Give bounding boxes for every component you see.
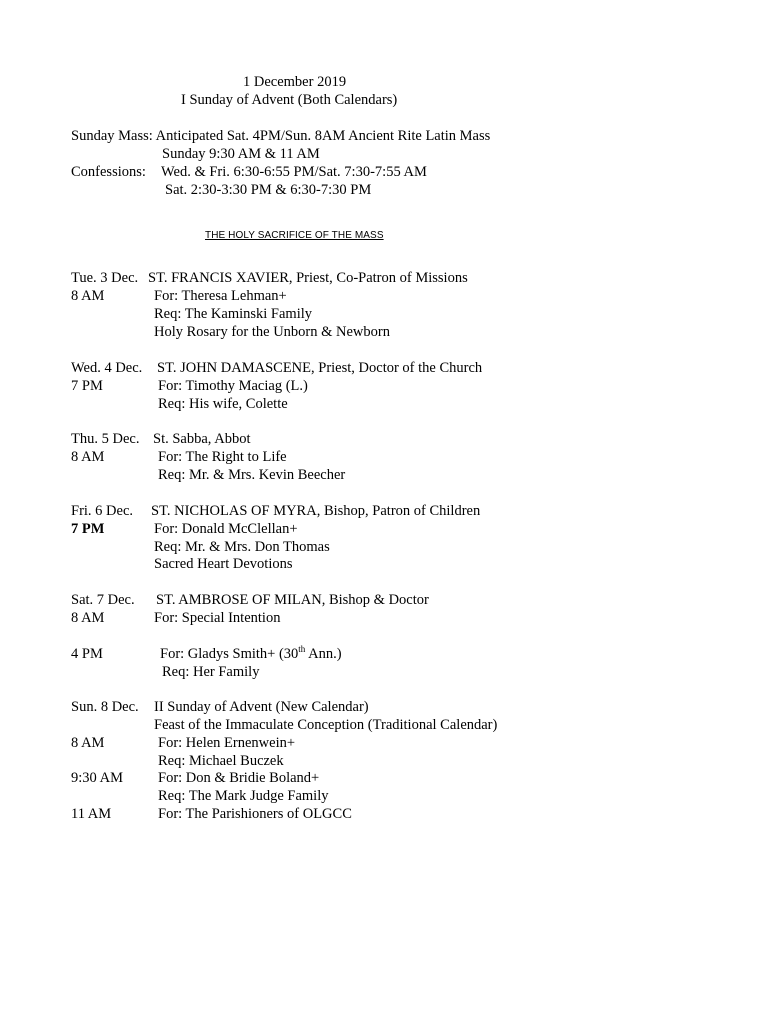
- sunday-mass-line: Sunday Mass: Anticipated Sat. 4PM/Sun. 8AM Ancient Rite Latin Mass: [71, 128, 491, 144]
- mass-time-wed: 7 PM: [71, 378, 103, 394]
- intention-for-fri: For: Donald McClellan+: [154, 521, 298, 537]
- mass-time-sun-2: 9:30 AM: [71, 770, 123, 786]
- intention-for-sat-2: [160, 645, 342, 663]
- document-occasion: I Sunday of Advent (Both Calendars): [181, 92, 398, 108]
- day-label-wed: Wed. 4 Dec.: [71, 360, 143, 376]
- feast-sat: ST. AMBROSE OF MILAN, Bishop & Doctor: [156, 592, 429, 608]
- extra-tue: Holy Rosary for the Unborn & Newborn: [154, 324, 390, 340]
- intention-for-sun-2: For: Don & Bridie Boland+: [158, 770, 320, 786]
- confessions-line-2: Sat. 2:30-3:30 PM & 6:30-7:30 PM: [165, 182, 372, 198]
- feast-tue: ST. FRANCIS XAVIER, Priest, Co-Patron of Missions: [148, 270, 468, 286]
- intention-req-wed: Req: His wife, Colette: [158, 396, 288, 412]
- intention-for-wed: For: Timothy Maciag (L.): [158, 378, 308, 394]
- intention-for-sat: For: Special Intention: [154, 610, 281, 626]
- intention-req-sun-2: Req: The Mark Judge Family: [158, 788, 329, 804]
- feast-fri: ST. NICHOLAS OF MYRA, Bishop, Patron of Children: [151, 503, 481, 519]
- intention-for-tue: For: Theresa Lehman+: [154, 288, 287, 304]
- intention-req-tue: Req: The Kaminski Family: [154, 306, 313, 322]
- confessions-label: Confessions:: [71, 164, 146, 180]
- ordinal-suffix: th: [298, 644, 306, 655]
- intention-for-sun-3: For: The Parishioners of OLGCC: [158, 806, 352, 822]
- section-heading: THE HOLY SACRIFICE OF THE MASS: [205, 230, 384, 241]
- day-label-sat: Sat. 7 Dec.: [71, 592, 135, 608]
- intention-for-thu: For: The Right to Life: [158, 449, 287, 465]
- intention-for-sat-2-text-end: Ann.): [305, 646, 342, 662]
- day-label-tue: Tue. 3 Dec.: [71, 270, 139, 286]
- intention-req-fri: Req: Mr. & Mrs. Don Thomas: [154, 539, 330, 555]
- intention-for-sat-2-text: For: Gladys Smith+ (30: [160, 646, 299, 662]
- intention-req-sat-2: Req: Her Family: [162, 664, 260, 680]
- intention-req-sun-1: Req: Michael Buczek: [158, 753, 284, 769]
- mass-time-thu: 8 AM: [71, 449, 105, 465]
- mass-time-sun-3: 11 AM: [71, 806, 112, 822]
- mass-time-fri: 7 PM: [71, 521, 105, 537]
- day-label-fri: Fri. 6 Dec.: [71, 503, 134, 519]
- day-label-sun: Sun. 8 Dec.: [71, 699, 139, 715]
- mass-time-sat: 8 AM: [71, 610, 105, 626]
- day-label-thu: Thu. 5 Dec.: [71, 431, 140, 447]
- sunday-mass-line-2: Sunday 9:30 AM & 11 AM: [162, 146, 320, 162]
- intention-for-sun-1: For: Helen Ernenwein+: [158, 735, 296, 751]
- extra-fri: Sacred Heart Devotions: [154, 556, 293, 572]
- mass-time-sun-1: 8 AM: [71, 735, 105, 751]
- confessions-line-1: Wed. & Fri. 6:30-6:55 PM/Sat. 7:30-7:55 AM: [161, 164, 427, 180]
- document-date: 1 December 2019: [243, 74, 347, 90]
- mass-time-tue: 8 AM: [71, 288, 105, 304]
- feast-thu: St. Sabba, Abbot: [153, 431, 251, 447]
- intention-req-thu: Req: Mr. & Mrs. Kevin Beecher: [158, 467, 346, 483]
- feast-wed: ST. JOHN DAMASCENE, Priest, Doctor of the Church: [157, 360, 483, 376]
- mass-time-sat-2: 4 PM: [71, 646, 103, 662]
- feast-sun-2: Feast of the Immaculate Conception (Traditional Calendar): [154, 717, 498, 733]
- feast-sun: II Sunday of Advent (New Calendar): [154, 699, 369, 715]
